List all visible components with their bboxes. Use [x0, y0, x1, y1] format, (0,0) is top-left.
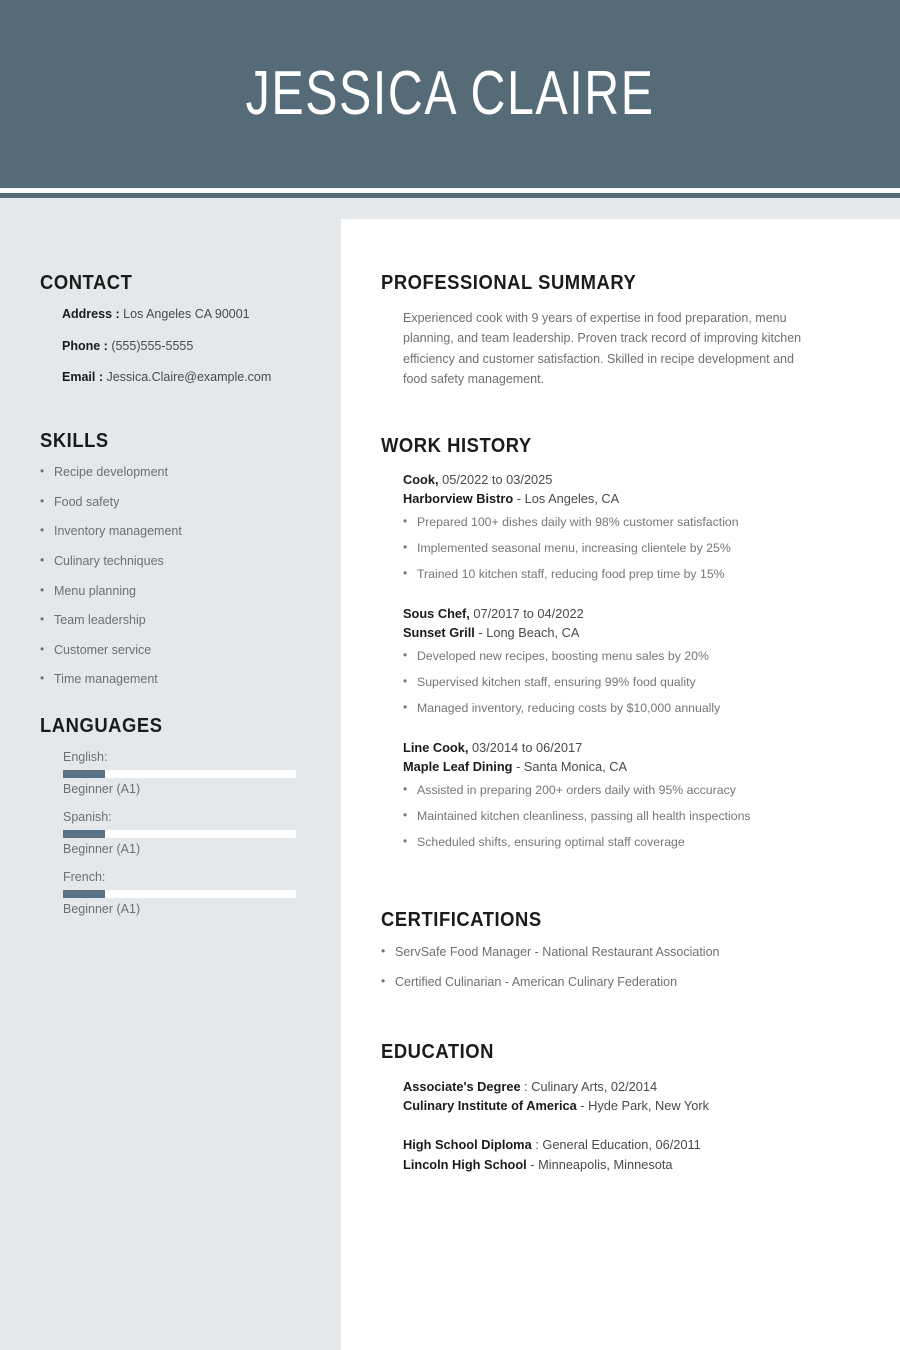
languages-heading: LANGUAGES	[40, 715, 163, 737]
education-location: - Hyde Park, New York	[580, 1098, 710, 1114]
skills-section	[40, 430, 302, 688]
job-dates: 03/2014 to 06/2017	[471, 740, 583, 756]
skill-item: • Team leadership	[40, 613, 302, 629]
education-heading: EDUCATION	[381, 1041, 494, 1063]
skill-item: • Menu planning	[40, 584, 302, 600]
certification-item: • ServSafe Food Manager - National Restaurant Association	[381, 945, 861, 961]
education-field: : General Education, 06/2011	[535, 1137, 701, 1153]
education-school: Lincoln High School	[403, 1156, 531, 1172]
job-company: Sunset Grill	[403, 624, 479, 640]
resume-header	[0, 0, 900, 188]
contact-section	[40, 272, 302, 386]
language-proficiency-fill	[63, 890, 105, 898]
language-item	[63, 870, 302, 917]
certification-item: • Certified Culinarian - American Culinary Federation	[381, 975, 861, 991]
job-company-line	[403, 490, 861, 509]
education-section	[381, 1041, 861, 1174]
skill-item: • Food safety	[40, 495, 302, 511]
contact-item	[62, 307, 302, 323]
job-title-line	[403, 471, 861, 490]
job-location: - Santa Monica, CA	[516, 758, 628, 774]
contact-label: Email :	[62, 370, 107, 385]
contact-label: Phone :	[62, 338, 112, 353]
education-degree-line	[403, 1135, 861, 1154]
summary-body	[381, 308, 861, 389]
skill-item: • Recipe development	[40, 465, 302, 481]
job-bullet-list	[403, 783, 861, 851]
job-title: Cook,	[403, 472, 443, 487]
main-column	[341, 219, 900, 1350]
languages-list	[40, 750, 302, 917]
education-entry	[403, 1077, 861, 1115]
summary-heading: PROFESSIONAL SUMMARY	[381, 272, 637, 294]
education-entry	[403, 1135, 861, 1173]
education-field: : Culinary Arts, 02/2014	[524, 1079, 658, 1094]
language-proficiency-fill	[63, 830, 105, 838]
job-title: Line Cook,	[403, 740, 472, 756]
contact-label: Address :	[62, 307, 124, 321]
job-title: Sous Chef,	[403, 606, 474, 622]
language-item	[63, 750, 302, 797]
contact-value: Jessica.Claire@example.com	[106, 370, 272, 385]
job-bullet-list	[403, 515, 861, 583]
language-level: Beginner (A1)	[63, 902, 141, 916]
skills-heading: SKILLS	[40, 430, 109, 452]
summary-section	[381, 272, 861, 389]
job-company-line	[403, 758, 861, 777]
contact-heading: CONTACT	[40, 272, 133, 294]
skill-item: • Culinary techniques	[40, 554, 302, 570]
education-school: Culinary Institute of America	[403, 1098, 581, 1114]
job-bullet-list	[403, 649, 861, 717]
skill-item: • Inventory management	[40, 524, 302, 540]
contact-item	[62, 339, 302, 355]
language-proficiency-bar	[63, 890, 296, 898]
language-proficiency-bar	[63, 830, 296, 838]
skills-body	[40, 465, 302, 688]
jobs-list	[381, 471, 861, 851]
certifications-heading: CERTIFICATIONS	[381, 909, 542, 931]
language-level: Beginner (A1)	[63, 842, 141, 856]
work-history-heading: WORK HISTORY	[381, 435, 532, 457]
education-list	[381, 1077, 861, 1174]
job-bullet: • Managed inventory, reducing costs by $10,000 annually	[403, 701, 861, 717]
certifications-body	[381, 945, 861, 990]
job-location: - Los Angeles, CA	[516, 490, 620, 506]
job-bullet: • Maintained kitchen cleanliness, passing all health inspections	[403, 809, 861, 825]
job-dates: 07/2017 to 04/2022	[473, 606, 584, 622]
skill-item: • Customer service	[40, 643, 302, 659]
job-entry	[403, 605, 861, 717]
job-bullet: • Implemented seasonal menu, increasing clientele by 25%	[403, 541, 861, 557]
language-proficiency-bar	[63, 770, 296, 778]
language-item	[63, 810, 302, 857]
skill-item: • Time management	[40, 672, 302, 688]
language-level: Beginner (A1)	[63, 782, 141, 796]
contact-value: (555)555-5555	[111, 338, 194, 353]
languages-section	[40, 715, 302, 917]
job-bullet: • Supervised kitchen staff, ensuring 99% food quality	[403, 675, 861, 691]
job-bullet: • Prepared 100+ dishes daily with 98% customer satisfaction	[403, 515, 861, 531]
education-location: - Minneapolis, Minnesota	[530, 1156, 673, 1172]
job-entry	[403, 471, 861, 583]
job-bullet: • Developed new recipes, boosting menu sales by 20%	[403, 649, 861, 665]
job-dates: 05/2022 to 03/2025	[442, 472, 553, 487]
language-name: Spanish:	[63, 810, 112, 824]
job-company: Maple Leaf Dining	[403, 758, 517, 774]
job-bullet: • Trained 10 kitchen staff, reducing food prep time by 15%	[403, 567, 861, 583]
contact-list	[40, 307, 302, 386]
job-bullet: • Scheduled shifts, ensuring optimal staff coverage	[403, 835, 861, 851]
education-degree-line	[403, 1077, 861, 1096]
language-name: English:	[63, 750, 108, 764]
job-title-line	[403, 605, 861, 624]
job-entry	[403, 739, 861, 851]
education-degree: High School Diploma	[403, 1137, 536, 1153]
contact-value: Los Angeles CA 90001	[123, 307, 250, 321]
job-location: - Long Beach, CA	[478, 624, 580, 640]
work-history-section	[381, 435, 861, 851]
contact-item	[62, 370, 302, 386]
education-degree: Associate's Degree	[403, 1079, 525, 1094]
skills-list	[40, 465, 302, 688]
certifications-section	[381, 909, 861, 990]
job-title-line	[403, 739, 861, 758]
job-company-line	[403, 624, 861, 643]
education-school-line	[403, 1096, 861, 1115]
sidebar-column	[0, 198, 341, 1350]
summary-text: Experienced cook with 9 years of expertise in food preparation, menu planning, and team leadership. Proven track record of improving kitchen efficiency and customer satisfaction. Skilled in recipe development and food safety management.	[403, 311, 802, 386]
language-name: French:	[63, 870, 106, 884]
education-school-line	[403, 1155, 861, 1174]
candidate-name: JESSICA CLAIRE	[245, 59, 655, 128]
job-company: Harborview Bistro	[403, 490, 517, 506]
job-bullet: • Assisted in preparing 200+ orders daily with 95% accuracy	[403, 783, 861, 799]
language-proficiency-fill	[63, 770, 105, 778]
certifications-list	[381, 945, 861, 990]
